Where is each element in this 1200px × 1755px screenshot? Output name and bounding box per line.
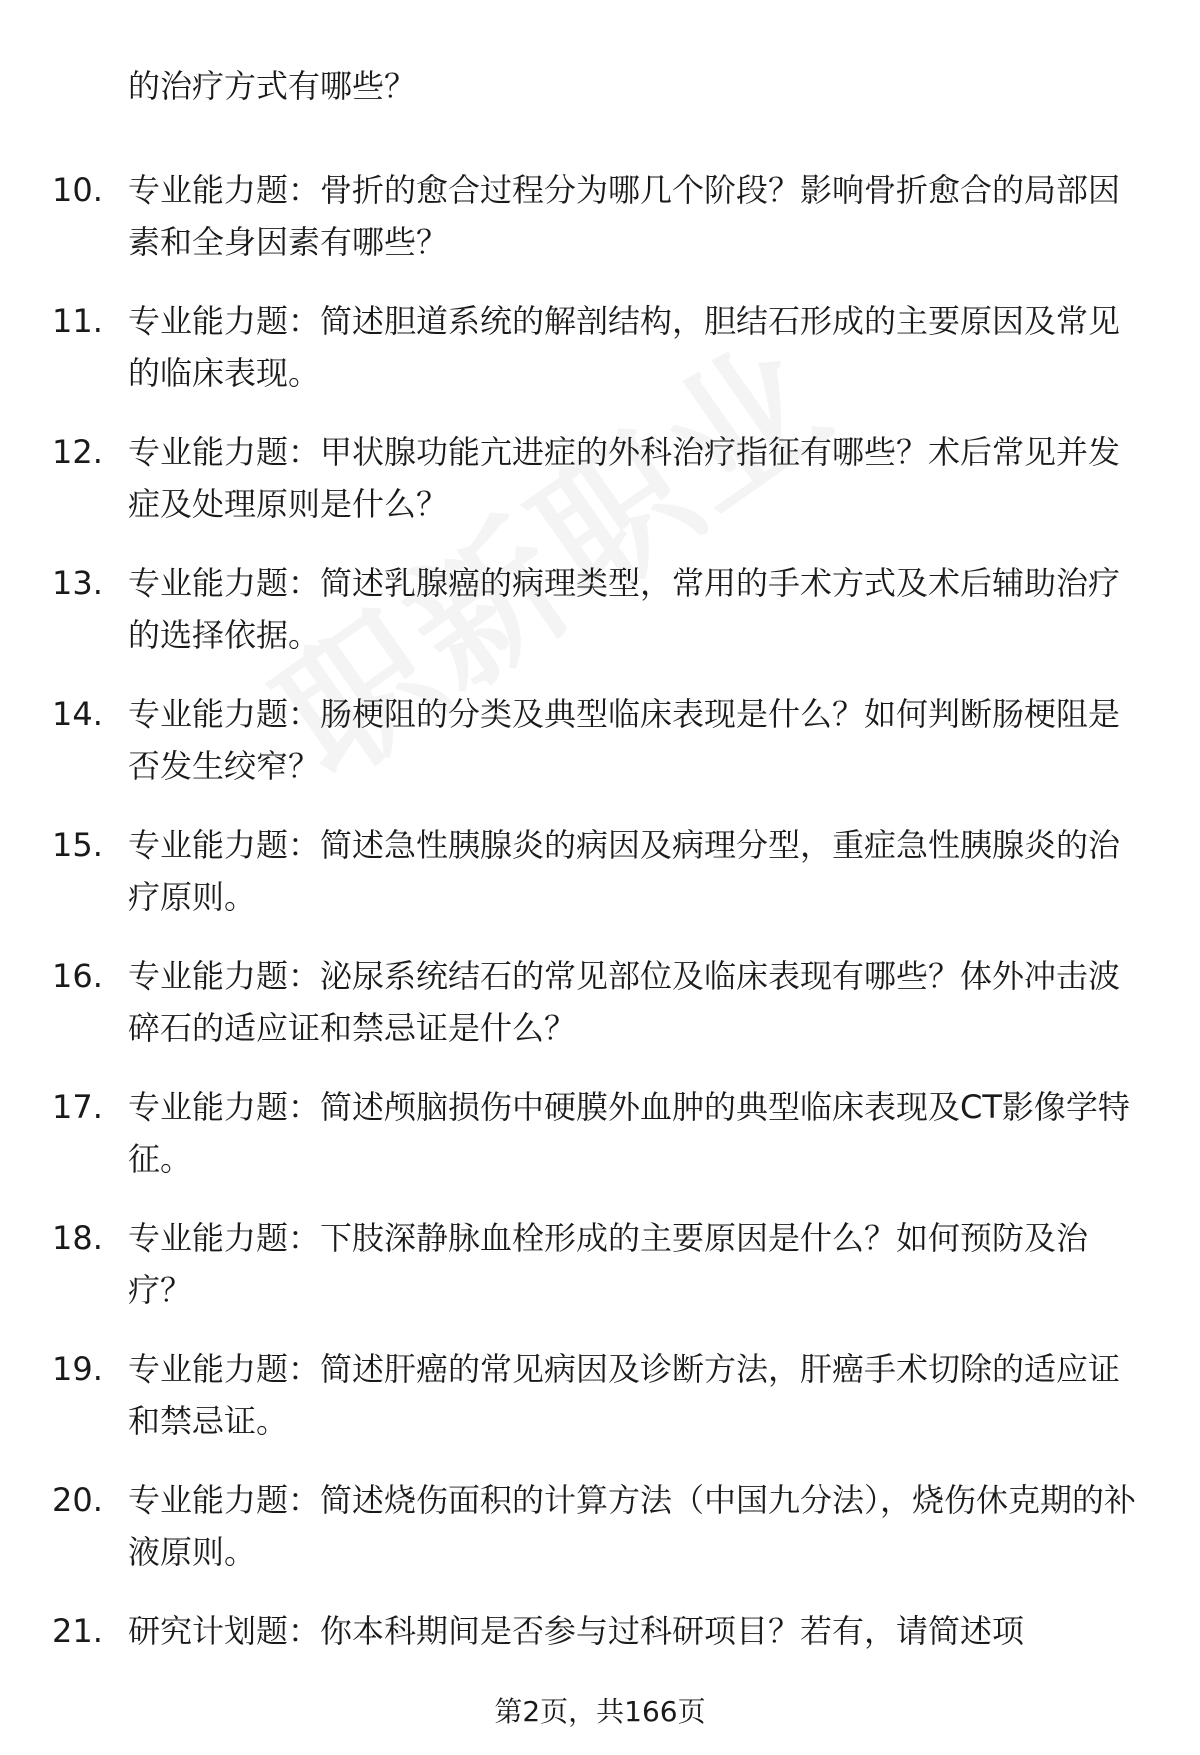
item-text: 专业能力题：简述胆道系统的解剖结构，胆结石形成的主要原因及常见的临床表现。 [128,302,1121,392]
item-number: 21. [52,1612,103,1650]
item-text: 专业能力题：泌尿系统结石的常见部位及临床表现有哪些？体外冲击波碎石的适应证和禁忌证是什么？ [128,957,1121,1047]
list-item [0,1343,1200,1474]
item-number: 14. [52,695,103,733]
question-list [0,60,1200,1736]
item-number: 18. [52,1219,103,1257]
item-text: 研究计划题：你本科期间是否参与过科研项目？若有，请简述项 [128,1612,1025,1650]
item-number: 20. [52,1481,103,1519]
item-text: 的治疗方式有哪些？ [128,67,417,105]
list-item [0,950,1200,1081]
item-text: 专业能力题：下肢深静脉血栓形成的主要原因是什么？如何预防及治疗？ [128,1219,1089,1309]
item-number: 10. [52,171,103,209]
item-number: 19. [52,1350,103,1388]
item-text: 专业能力题：简述急性胰腺炎的病因及病理分型，重症急性胰腺炎的治疗原则。 [128,826,1121,916]
list-item [0,164,1200,295]
list-item [0,557,1200,688]
item-text: 专业能力题：简述乳腺癌的病理类型，常用的手术方式及术后辅助治疗的选择依据。 [128,564,1121,654]
item-number: 12. [52,433,103,471]
list-item [0,819,1200,950]
list-item [0,1474,1200,1605]
item-text: 专业能力题：简述肝癌的常见病因及诊断方法，肝癌手术切除的适应证和禁忌证。 [128,1350,1121,1440]
list-item [0,1081,1200,1212]
item-number: 16. [52,957,103,995]
item-number: 17. [52,1088,103,1126]
item-text: 专业能力题：甲状腺功能亢进症的外科治疗指征有哪些？术后常见并发症及处理原则是什么？ [128,433,1121,523]
item-number: 15. [52,826,103,864]
list-item [0,295,1200,426]
list-item [0,1212,1200,1343]
item-number: 13. [52,564,103,602]
item-number: 11. [52,302,103,340]
page-footer: 第2页，共166页 [494,1695,706,1728]
list-item [0,426,1200,557]
list-item [0,60,1200,164]
item-text: 专业能力题：骨折的愈合过程分为哪几个阶段？影响骨折愈合的局部因素和全身因素有哪些？ [128,171,1121,261]
item-text: 专业能力题：简述颅脑损伤中硬膜外血肿的典型临床表现及CT影像学特征。 [128,1088,1130,1178]
list-item [0,688,1200,819]
item-text: 专业能力题：肠梗阻的分类及典型临床表现是什么？如何判断肠梗阻是否发生绞窄？ [128,695,1121,785]
item-text: 专业能力题：简述烧伤面积的计算方法（中国九分法），烧伤休克期的补液原则。 [128,1481,1137,1571]
